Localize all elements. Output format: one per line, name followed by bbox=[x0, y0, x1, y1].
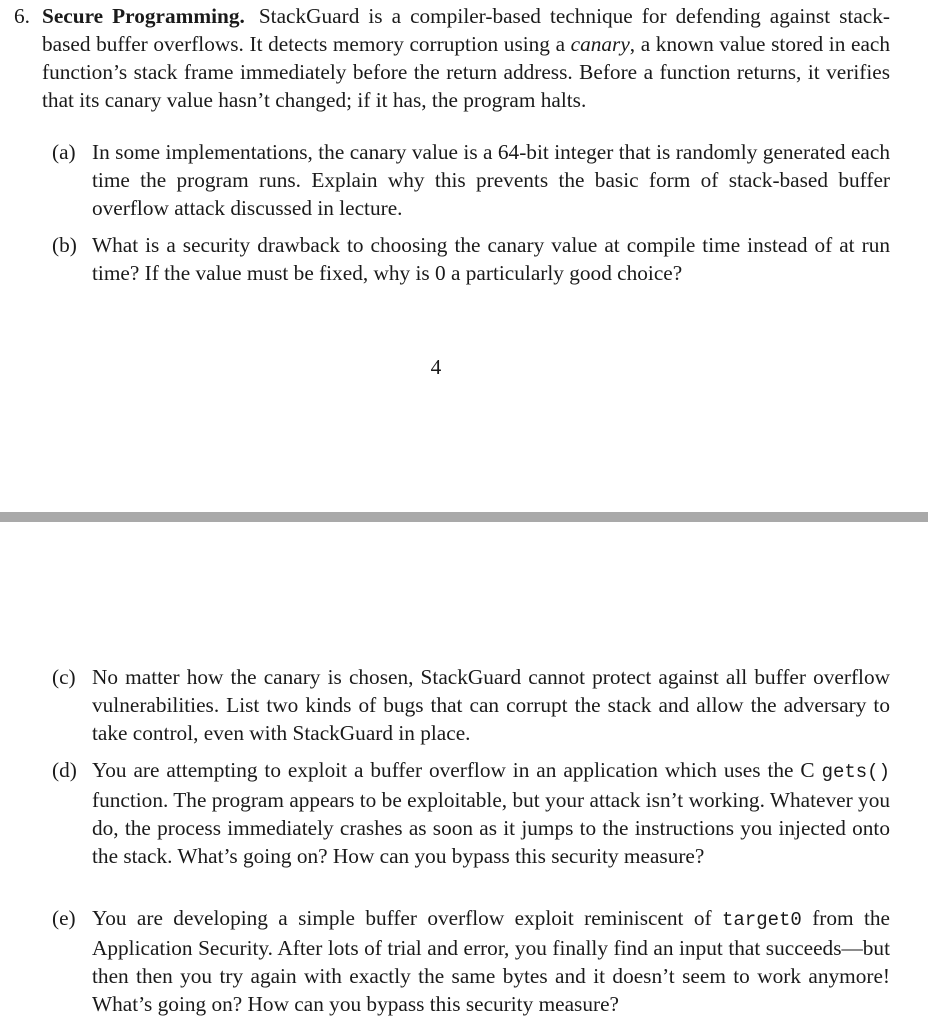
part-e-code: target0 bbox=[721, 909, 802, 931]
part-d-text-2: function. The program appears to be exploitable, but your attack isn’t working. Whatever you do, the process immediately crashes as soon as it jumps to the instructions you injected onto the stack. What’s going on? How can you bypass this security measure? bbox=[92, 788, 890, 868]
part-e-text bbox=[92, 904, 890, 1018]
question-number: 6. bbox=[14, 4, 30, 28]
question-intro-emphasis: canary bbox=[570, 32, 630, 56]
question-6 bbox=[14, 2, 890, 114]
part-d-code: gets() bbox=[821, 761, 890, 783]
part-b-text: What is a security drawback to choosing the canary value at compile time instead of at run time? If the value must be fixed, why is 0 a particularly good choice? bbox=[92, 233, 890, 285]
page-lower bbox=[0, 522, 928, 1024]
part-c bbox=[52, 663, 890, 747]
part-e bbox=[52, 904, 890, 1018]
part-d bbox=[52, 756, 890, 870]
part-c-label: (c) bbox=[52, 665, 76, 689]
part-b bbox=[52, 231, 890, 287]
part-c-text: No matter how the canary is chosen, StackGuard cannot protect against all buffer overflow vulnerabilities. List two kinds of bugs that can corrupt the stack and allow the adversary to take control, even with StackGuard in place. bbox=[92, 665, 890, 745]
part-e-text-1: You are developing a simple buffer overflow exploit reminiscent of bbox=[92, 906, 722, 930]
part-a-text: In some implementations, the canary value is a 64-bit integer that is randomly generated each time the program runs. Explain why this prevents the basic form of stack-based buffer overflow attack discussed in lecture. bbox=[92, 140, 890, 220]
question-intro bbox=[42, 2, 890, 114]
part-a bbox=[52, 138, 890, 222]
part-e-label: (e) bbox=[52, 906, 76, 930]
part-b-label: (b) bbox=[52, 233, 77, 257]
part-d-text-1: You are attempting to exploit a buffer overflow in an application which uses the C bbox=[92, 758, 822, 782]
question-intro-part-2: , a known value stored in each function’s stack frame immediately before the return address. Before a function returns, it verifies that its canary value hasn’t changed; if it has, the program halts. bbox=[42, 32, 890, 112]
part-e-text-2: from the Application Security. After lots of trial and error, you finally find an input that succeeds—but then then you try again with exactly the same bytes and it doesn’t seem to work anymore! What’s going on? How can you bypass this security measure? bbox=[92, 906, 890, 1016]
page-number: 4 bbox=[430, 355, 442, 379]
part-a-label: (a) bbox=[52, 140, 76, 164]
question-intro-part-1: StackGuard is a compiler-based technique for defending against stack-based buffer overflows. It detects memory corruption using a bbox=[42, 4, 890, 56]
page-separator bbox=[0, 512, 928, 522]
part-d-label: (d) bbox=[52, 758, 77, 782]
question-title: Secure Programming. bbox=[42, 4, 245, 28]
part-d-text bbox=[92, 756, 890, 870]
